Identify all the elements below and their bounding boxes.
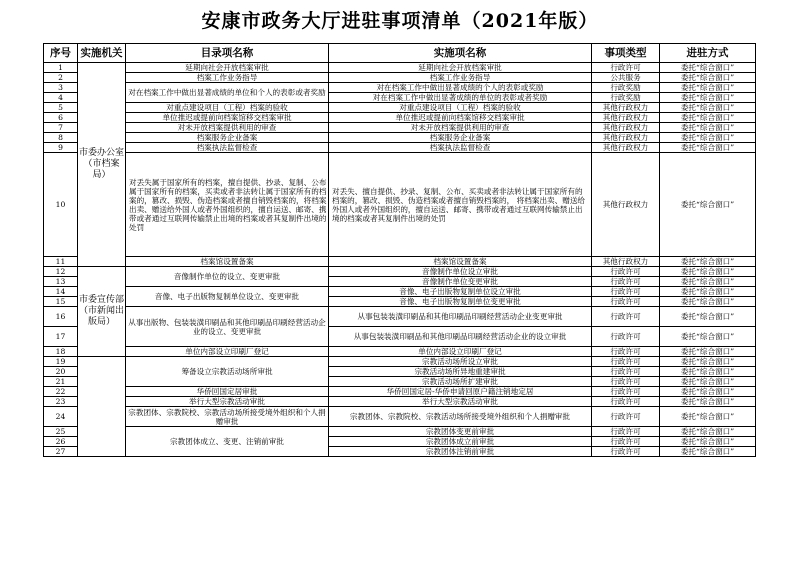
implementation-item: 档案工作业务指导 [329, 73, 592, 83]
entry-mode: 委托“综合窗口” [660, 133, 756, 143]
table-row [44, 73, 756, 83]
item-type: 行政许可 [592, 347, 660, 357]
row-number: 24 [44, 407, 78, 427]
table-row [44, 407, 756, 427]
entry-mode: 委托“综合窗口” [660, 143, 756, 153]
directory-item: 宗教团体、宗教院校、宗教活动场所接受境外组织和个人捐赠审批 [126, 407, 329, 427]
entry-mode: 委托“综合窗口” [660, 307, 756, 327]
implementation-item: 宗教团体成立前审批 [329, 437, 592, 447]
item-type: 行政许可 [592, 397, 660, 407]
item-type: 行政许可 [592, 267, 660, 277]
implementation-item: 举行大型宗教活动审批 [329, 397, 592, 407]
row-number: 4 [44, 93, 78, 103]
table-row [44, 113, 756, 123]
directory-item: 对重点建设项目（工程）档案的验收 [126, 103, 329, 113]
item-type: 行政许可 [592, 327, 660, 347]
row-number: 25 [44, 427, 78, 437]
implementation-item: 音像制作单位设立审批 [329, 267, 592, 277]
table-row [44, 133, 756, 143]
header-no: 序号 [44, 44, 78, 63]
table-row [44, 287, 756, 297]
item-type: 其他行政权力 [592, 143, 660, 153]
row-number: 15 [44, 297, 78, 307]
entry-mode: 委托“综合窗口” [660, 367, 756, 377]
row-number: 1 [44, 63, 78, 73]
table-row [44, 397, 756, 407]
directory-item: 单位推迟或提前向档案馆移交档案审批 [126, 113, 329, 123]
row-number: 21 [44, 377, 78, 387]
implementation-item: 从事包装装潢印刷品和其他印刷品印刷经营活动企业变更审批 [329, 307, 592, 327]
directory-item: 宗教团体成立、变更、注销前审批 [126, 427, 329, 457]
table-row [44, 357, 756, 367]
entry-mode: 委托“综合窗口” [660, 357, 756, 367]
item-type: 行政许可 [592, 297, 660, 307]
table-row [44, 83, 756, 93]
entry-mode: 委托“综合窗口” [660, 123, 756, 133]
entry-mode: 委托“综合窗口” [660, 63, 756, 73]
agency-cell [78, 357, 126, 457]
row-number: 9 [44, 143, 78, 153]
implementation-item: 对重点建设项目（工程）档案的验收 [329, 103, 592, 113]
implementation-item: 华侨回国定居-华侨申请回原户籍注销地定居 [329, 387, 592, 397]
table-row [44, 63, 756, 73]
header-item-type: 事项类型 [592, 44, 660, 63]
entry-mode: 委托“综合窗口” [660, 447, 756, 457]
implementation-item: 宗教团体、宗教院校、宗教活动场所接受境外组织和个人捐赠审批 [329, 407, 592, 427]
implementation-item: 音像制作单位变更审批 [329, 277, 592, 287]
entry-mode: 委托“综合窗口” [660, 277, 756, 287]
directory-item: 华侨回国定居审批 [126, 387, 329, 397]
item-type: 其他行政权力 [592, 133, 660, 143]
row-number: 23 [44, 397, 78, 407]
entry-mode: 委托“综合窗口” [660, 427, 756, 437]
implementation-item: 对未开放档案提供利用的审查 [329, 123, 592, 133]
entry-mode: 委托“综合窗口” [660, 257, 756, 267]
implementation-item: 单位内部设立印刷厂登记 [329, 347, 592, 357]
implementation-item: 音像、电子出版物复制单位变更审批 [329, 297, 592, 307]
row-number: 17 [44, 327, 78, 347]
item-type: 行政许可 [592, 447, 660, 457]
header-implementation-item: 实施项名称 [329, 44, 592, 63]
entry-mode: 委托“综合窗口” [660, 153, 756, 257]
entry-mode: 委托“综合窗口” [660, 387, 756, 397]
item-type: 其他行政权力 [592, 257, 660, 267]
entry-mode: 委托“综合窗口” [660, 327, 756, 347]
item-type: 行政许可 [592, 287, 660, 297]
row-number: 8 [44, 133, 78, 143]
row-number: 12 [44, 267, 78, 277]
row-number: 5 [44, 103, 78, 113]
entry-mode: 委托“综合窗口” [660, 377, 756, 387]
document-title: 安康市政务大厅进驻事项清单（2021年版） [201, 10, 599, 32]
row-number: 14 [44, 287, 78, 297]
implementation-item: 单位推迟或提前向档案馆移交档案审批 [329, 113, 592, 123]
table-row [44, 267, 756, 277]
item-type: 行政许可 [592, 387, 660, 397]
row-number: 2 [44, 73, 78, 83]
directory-item: 音像、电子出版物复制单位设立、变更审批 [126, 287, 329, 307]
table-row [44, 143, 756, 153]
table-row [44, 347, 756, 357]
table-row [44, 307, 756, 327]
row-number: 27 [44, 447, 78, 457]
item-type: 行政许可 [592, 377, 660, 387]
items-table [43, 43, 756, 457]
item-type: 公共服务 [592, 73, 660, 83]
directory-item: 延期向社会开放档案审批 [126, 63, 329, 73]
implementation-item: 对在档案工作中做出显著成绩的个人的表彰或奖励 [329, 83, 592, 93]
row-number: 11 [44, 257, 78, 267]
directory-item: 档案服务企业备案 [126, 133, 329, 143]
entry-mode: 委托“综合窗口” [660, 73, 756, 83]
agency-cell: 市委办公室（市档案局） [78, 63, 126, 267]
implementation-item: 延期向社会开放档案审批 [329, 63, 592, 73]
row-number: 3 [44, 83, 78, 93]
directory-item: 举行大型宗教活动审批 [126, 397, 329, 407]
entry-mode: 委托“综合窗口” [660, 287, 756, 297]
entry-mode: 委托“综合窗口” [660, 103, 756, 113]
table-row [44, 257, 756, 267]
item-type: 行政许可 [592, 63, 660, 73]
table-row [44, 387, 756, 397]
item-type: 其他行政权力 [592, 153, 660, 257]
implementation-item: 从事包装装潢印刷品和其他印刷品印刷经营活动企业的设立审批 [329, 327, 592, 347]
table-row [44, 153, 756, 257]
directory-item: 档案工作业务指导 [126, 73, 329, 83]
implementation-item: 档案服务企业备案 [329, 133, 592, 143]
implementation-item: 宗教活动场所异地重建审批 [329, 367, 592, 377]
implementation-item: 宗教团体变更前审批 [329, 427, 592, 437]
row-number: 19 [44, 357, 78, 367]
row-number: 10 [44, 153, 78, 257]
row-number: 26 [44, 437, 78, 447]
implementation-item: 档案执法监督检查 [329, 143, 592, 153]
item-type: 其他行政权力 [592, 113, 660, 123]
item-type: 行政许可 [592, 277, 660, 287]
item-type: 行政许可 [592, 367, 660, 377]
row-number: 20 [44, 367, 78, 377]
directory-item: 从事出版物、包装装潢印刷品和其他印刷品印刷经营活动企业的设立、变更审批 [126, 307, 329, 347]
item-type: 行政许可 [592, 427, 660, 437]
item-type: 行政奖励 [592, 83, 660, 93]
table-row [44, 123, 756, 133]
directory-item: 对在档案工作中做出显著成绩的单位和个人的表彰或者奖励 [126, 83, 329, 103]
entry-mode: 委托“综合窗口” [660, 407, 756, 427]
header-directory-item: 目录项名称 [126, 44, 329, 63]
implementation-item: 音像、电子出版物复制单位设立审批 [329, 287, 592, 297]
directory-item: 对丢失属于国家所有的档案，擅自提供、抄录、复制、公布属于国家所有的档案，买卖或者非法转让属于国家所有的档案的，篡改、损毁、伪造档案或者擅自销毁档案的，将档案出卖、赠送给外国人或者外国组织的，擅自运送、邮寄、携带或者通过互联网传输禁止出境的档案或者其复制件出境的处罚 [126, 153, 329, 257]
header-agency: 实施机关 [78, 44, 126, 63]
entry-mode: 委托“综合窗口” [660, 397, 756, 407]
entry-mode: 委托“综合窗口” [660, 347, 756, 357]
row-number: 16 [44, 307, 78, 327]
implementation-item: 宗教活动场所扩建审批 [329, 377, 592, 387]
implementation-item: 对在档案工作中做出显著成绩的单位的表彰或者奖励 [329, 93, 592, 103]
agency-cell: 市委宣传部（市新闻出版局） [78, 267, 126, 357]
item-type: 行政许可 [592, 357, 660, 367]
row-number: 18 [44, 347, 78, 357]
implementation-item: 档案馆设置备案 [329, 257, 592, 267]
table-row [44, 427, 756, 437]
table-row [44, 103, 756, 113]
header-entry-mode: 进驻方式 [660, 44, 756, 63]
table-header-row [44, 44, 756, 63]
item-type: 行政许可 [592, 407, 660, 427]
directory-item: 单位内部设立印刷厂登记 [126, 347, 329, 357]
row-number: 6 [44, 113, 78, 123]
directory-item: 档案执法监督检查 [126, 143, 329, 153]
item-type: 行政许可 [592, 437, 660, 447]
implementation-item: 对丢失、擅自提供、抄录、复制、公布、买卖或者非法转让属于国家所有的档案的，篡改、损毁、伪造档案或者擅自销毁档案的， 将档案出卖、赠送给外国人或者外国组织的，擅自运送、邮寄、携带或者通过互联网传输禁止出境的档案或者其复制件出境的处罚 [329, 153, 592, 257]
directory-item: 筹备设立宗教活动场所审批 [126, 357, 329, 387]
entry-mode: 委托“综合窗口” [660, 297, 756, 307]
row-number: 13 [44, 277, 78, 287]
row-number: 22 [44, 387, 78, 397]
row-number: 7 [44, 123, 78, 133]
item-type: 行政许可 [592, 307, 660, 327]
implementation-item: 宗教活动场所设立审批 [329, 357, 592, 367]
directory-item: 对未开放档案提供利用的审查 [126, 123, 329, 133]
item-type: 其他行政权力 [592, 123, 660, 133]
entry-mode: 委托“综合窗口” [660, 267, 756, 277]
entry-mode: 委托“综合窗口” [660, 83, 756, 93]
directory-item: 档案馆设置备案 [126, 257, 329, 267]
entry-mode: 委托“综合窗口” [660, 437, 756, 447]
item-type: 行政奖励 [592, 93, 660, 103]
entry-mode: 委托“综合窗口” [660, 93, 756, 103]
entry-mode: 委托“综合窗口” [660, 113, 756, 123]
implementation-item: 宗教团体注销前审批 [329, 447, 592, 457]
item-type: 其他行政权力 [592, 103, 660, 113]
directory-item: 音像制作单位的设立、变更审批 [126, 267, 329, 287]
